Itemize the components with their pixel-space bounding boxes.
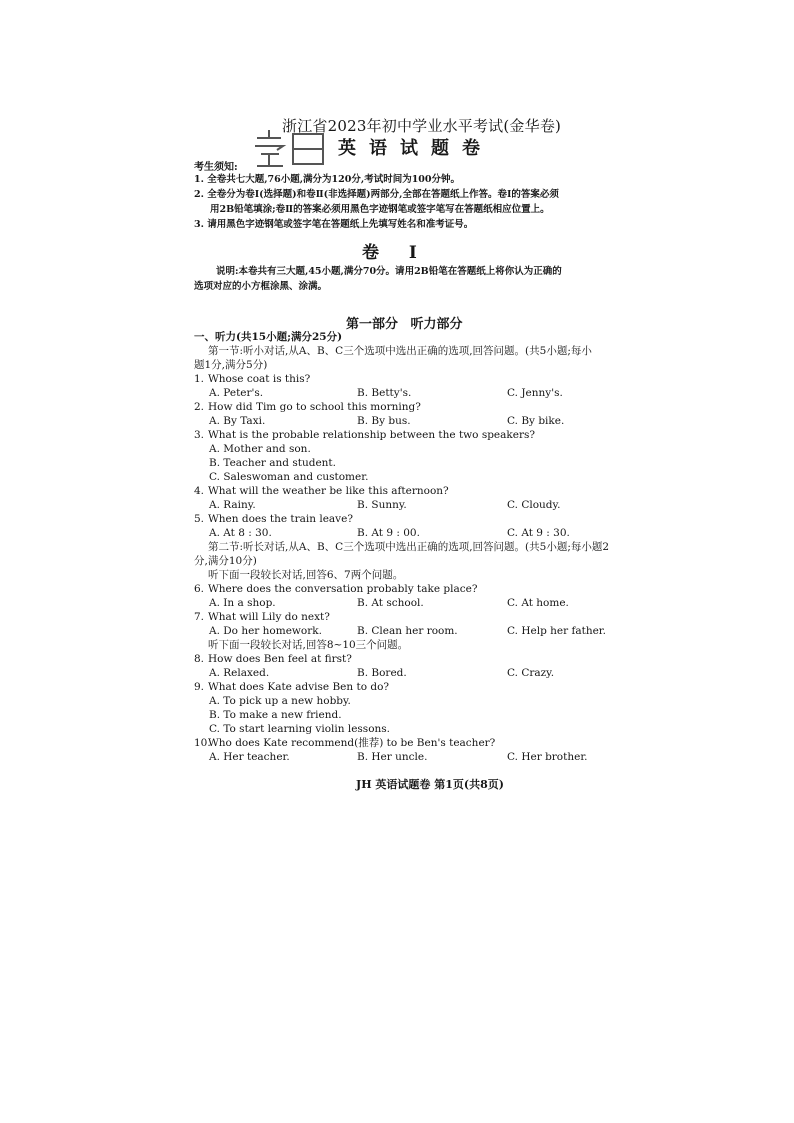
option-c: C. Crazy. — [507, 667, 555, 679]
section1-instruction-1: 第一节:听小对话,从A、B、C三个选项中选出正确的选项,回答问题。(共5小题;每小 — [208, 345, 592, 357]
question-text: When does the train leave? — [208, 513, 353, 525]
question-number: 4. — [194, 485, 205, 497]
volume-desc-line-1: 说明:本卷共有三大题,45小题,满分70分。请用2B铅笔在答题纸上将你认为正确的 — [216, 266, 562, 277]
question-number: 9. — [194, 681, 205, 693]
question-7 — [194, 610, 644, 624]
question-8-options — [194, 666, 644, 680]
option-b: B. To make a new friend. — [209, 709, 342, 721]
question-4 — [194, 484, 644, 498]
option-c: C. Her brother. — [507, 751, 588, 763]
option-a: A. By Taxi. — [209, 415, 266, 427]
option-a: A. Mother and son. — [209, 443, 311, 455]
option-a: A. At 8 : 30. — [209, 527, 272, 539]
question-text: Where does the conversation probably take place? — [208, 583, 478, 595]
volume-heading: 卷 Ⅰ — [362, 243, 429, 263]
subject-title: 英语试题卷 — [338, 138, 493, 159]
notice-item-2-cont: 用2B铅笔填涂;卷Ⅱ的答案必须用黑色字迹钢笔或签字笔写在答题纸相应位置上。 — [210, 204, 550, 215]
question-text: How does Ben feel at first? — [208, 653, 352, 665]
question-text: How did Tim go to school this morning? — [208, 401, 421, 413]
question-3 — [194, 428, 644, 442]
question-7-options — [194, 624, 644, 638]
question-5 — [194, 512, 644, 526]
question-number: 6. — [194, 583, 205, 595]
volume-description — [194, 264, 638, 294]
question-text: Who does Kate recommend(推荐) to be Ben's teacher? — [208, 737, 496, 749]
listening-note-1: 听下面一段较长对话,回答6、7两个问题。 — [208, 569, 404, 581]
option-a: A. Relaxed. — [209, 667, 270, 679]
section2-instruction-1: 第二节:听长对话,从A、B、C三个选项中选出正确的选项,回答问题。(共5小题;每小题2 — [208, 541, 610, 553]
option-b: B. Bored. — [357, 667, 407, 679]
option-c: C. To start learning violin lessons. — [209, 723, 391, 735]
option-a: A. In a shop. — [209, 597, 276, 609]
option-a: A. Peter's. — [209, 387, 264, 399]
question-2 — [194, 400, 644, 414]
option-a: A. Do her homework. — [209, 625, 322, 637]
option-c: C. Help her father. — [507, 625, 607, 637]
question-1-options — [194, 386, 644, 400]
question-text: What is the probable relationship between the two speakers? — [208, 429, 536, 441]
part-heading: 第一部分 听力部分 — [346, 317, 463, 332]
question-number: 5. — [194, 513, 205, 525]
option-b: B. At 9 : 00. — [357, 527, 420, 539]
question-2-options — [194, 414, 644, 428]
question-text: What will Lily do next? — [208, 611, 330, 623]
question-number: 8. — [194, 653, 205, 665]
question-number: 1. — [194, 373, 205, 385]
option-c: C. Cloudy. — [507, 499, 561, 511]
question-text: What does Kate advise Ben to do? — [208, 681, 390, 693]
option-b: B. Teacher and student. — [209, 457, 336, 469]
question-8 — [194, 652, 644, 666]
page-footer: JH 英语试题卷 第1页(共8页) — [356, 778, 504, 791]
question-4-options — [194, 498, 644, 512]
section1-instruction-2: 题1分,满分5分) — [194, 359, 268, 371]
listening-note-2: 听下面一段较长对话,回答8~10三个问题。 — [208, 639, 409, 651]
notice-item-1: 1. 全卷共七大题,76小题,满分为120分,考试时间为100分钟。 — [194, 174, 461, 185]
option-b: B. Clean her room. — [357, 625, 458, 637]
option-c: C. At home. — [507, 597, 569, 609]
notice-heading: 考生须知: — [194, 162, 238, 173]
section2-instruction-2: 分,满分10分) — [194, 555, 257, 567]
option-a: A. Rainy. — [209, 499, 256, 511]
question-number: 3. — [194, 429, 205, 441]
listening-section — [194, 330, 644, 764]
option-c: C. At 9 : 30. — [507, 527, 570, 539]
option-a: A. To pick up a new hobby. — [209, 695, 351, 707]
option-c: C. Saleswoman and customer. — [209, 471, 369, 483]
volume-desc-line-2: 选项对应的小方框涂黑、涂满。 — [194, 281, 328, 292]
notice-item-2: 2. 全卷分为卷Ⅰ(选择题)和卷Ⅱ(非选择题)两部分,全部在答题纸上作答。卷Ⅰ的答案必须 — [194, 189, 559, 200]
question-5-options — [194, 526, 644, 540]
exam-title: 浙江省2023年初中学业水平考试(金华卷) — [282, 117, 562, 135]
question-number: 10. — [194, 737, 211, 749]
option-b: B. Her uncle. — [357, 751, 428, 763]
notice-item-3: 3. 请用黑色字迹钢笔或签字笔在答题纸上先填写姓名和准考证号。 — [194, 219, 474, 230]
option-b: B. Sunny. — [357, 499, 407, 511]
question-10-options — [194, 750, 644, 764]
question-number: 2. — [194, 401, 205, 413]
option-c: C. By bike. — [507, 415, 565, 427]
listening-heading: 一、听力(共15小题;满分25分) — [194, 331, 343, 343]
question-text: What will the weather be like this afternoon? — [208, 485, 449, 497]
notice-list — [194, 172, 644, 232]
question-6-options — [194, 596, 644, 610]
question-text: Whose coat is this? — [208, 373, 311, 385]
question-6 — [194, 582, 644, 596]
question-10 — [194, 736, 644, 750]
question-number: 7. — [194, 611, 205, 623]
option-c: C. Jenny's. — [507, 387, 563, 399]
question-1 — [194, 372, 644, 386]
option-b: B. At school. — [357, 597, 424, 609]
option-b: B. Betty's. — [357, 387, 412, 399]
option-a: A. Her teacher. — [209, 751, 290, 763]
option-b: B. By bus. — [357, 415, 411, 427]
question-9 — [194, 680, 644, 694]
